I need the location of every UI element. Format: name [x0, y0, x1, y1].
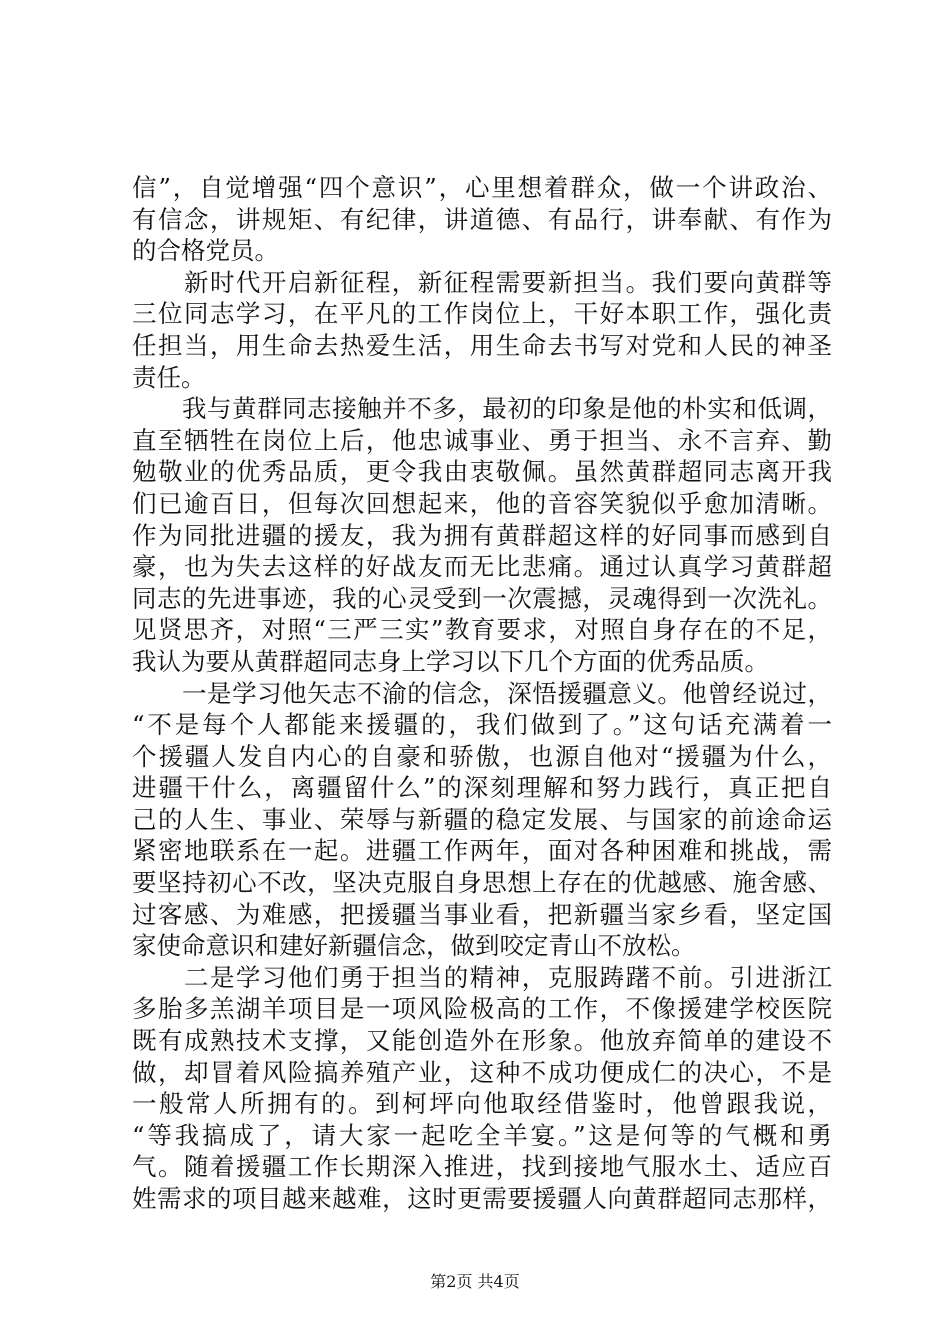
text-line: 有信念，讲规矩、有纪律，讲道德、有品行，讲奉献、有作为 [132, 204, 832, 234]
text-line: 进疆干什么，离疆留什么”的深刻理解和努力践行，真正把自 [132, 773, 832, 803]
text-line: 紧密地联系在一起。进疆工作两年，面对各种困难和挑战，需 [132, 836, 832, 866]
text-line: “不是每个人都能来援疆的，我们做到了。”这句话充满着一 [132, 710, 832, 740]
text-line: 的合格党员。 [132, 236, 279, 266]
page-number-footer: 第2页 共4页 [430, 1272, 520, 1291]
text-line: 要坚持初心不改，坚决克服自身思想上存在的优越感、施舍感、 [132, 868, 832, 898]
text-line: 责任。 [132, 362, 206, 392]
text-line: “等我搞成了，请大家一起吃全羊宴。”这是何等的气概和勇 [132, 1120, 832, 1150]
text-line: 新时代开启新征程，新征程需要新担当。我们要向黄群等 [132, 267, 832, 297]
text-line: 己的人生、事业、荣辱与新疆的稳定发展、与国家的前途命运 [132, 804, 832, 834]
text-line: 过客感、为难感，把援疆当事业看，把新疆当家乡看，坚定国 [132, 899, 832, 929]
text-line: 作为同批进疆的援友，我为拥有黄群超这样的好同事而感到自 [132, 520, 832, 550]
text-line: 家使命意识和建好新疆信念，做到咬定青山不放松。 [132, 931, 696, 961]
text-line: 做，却冒着风险搞养殖产业，这种不成功便成仁的决心，不是 [132, 1057, 832, 1087]
text-line: 我认为要从黄群超同志身上学习以下几个方面的优秀品质。 [132, 646, 769, 676]
text-line: 勉敬业的优秀品质，更令我由衷敬佩。虽然黄群超同志离开我 [132, 457, 832, 487]
text-line: 直至牺牲在岗位上后，他忠诚事业、勇于担当、永不言弃、勤 [132, 425, 832, 455]
text-line: 任担当，用生命去热爱生活，用生命去书写对党和人民的神圣 [132, 330, 832, 360]
text-line: 见贤思齐，对照“三严三实”教育要求，对照自身存在的不足， [132, 615, 832, 645]
text-line: 二是学习他们勇于担当的精神，克服踌躇不前。引进浙江 [132, 962, 832, 992]
text-line: 一是学习他矢志不渝的信念，深悟援疆意义。他曾经说过， [132, 678, 832, 708]
text-line: 气。随着援疆工作长期深入推进，找到接地气服水土、适应百 [132, 1152, 832, 1182]
text-line: 们已逾百日，但每次回想起来，他的音容笑貌似乎愈加清晰。 [132, 488, 832, 518]
text-line: 多胎多羔湖羊项目是一项风险极高的工作，不像援建学校医院 [132, 994, 832, 1024]
text-line: 三位同志学习，在平凡的工作岗位上，干好本职工作，强化责 [132, 299, 832, 329]
text-line: 一般常人所拥有的。到柯坪向他取经借鉴时，他曾跟我说， [132, 1089, 832, 1119]
text-line: 个援疆人发自内心的自豪和骄傲，也源自他对“援疆为什么， [132, 741, 832, 771]
text-line: 信”，自觉增强“四个意识”，心里想着群众，做一个讲政治、 [132, 173, 832, 202]
text-line: 同志的先进事迹，我的心灵受到一次震撼，灵魂得到一次洗礼。 [132, 583, 832, 613]
text-line: 姓需求的项目越来越难，这时更需要援疆人向黄群超同志那样， [132, 1184, 832, 1213]
body-text [132, 172, 832, 1215]
text-line: 我与黄群同志接触并不多，最初的印象是他的朴实和低调， [132, 394, 832, 424]
text-line: 豪，也为失去这样的好战友而无比悲痛。通过认真学习黄群超 [132, 552, 832, 582]
text-line: 既有成熟技术支撑，又能创造外在形象。他放弃简单的建设不 [132, 1026, 832, 1056]
